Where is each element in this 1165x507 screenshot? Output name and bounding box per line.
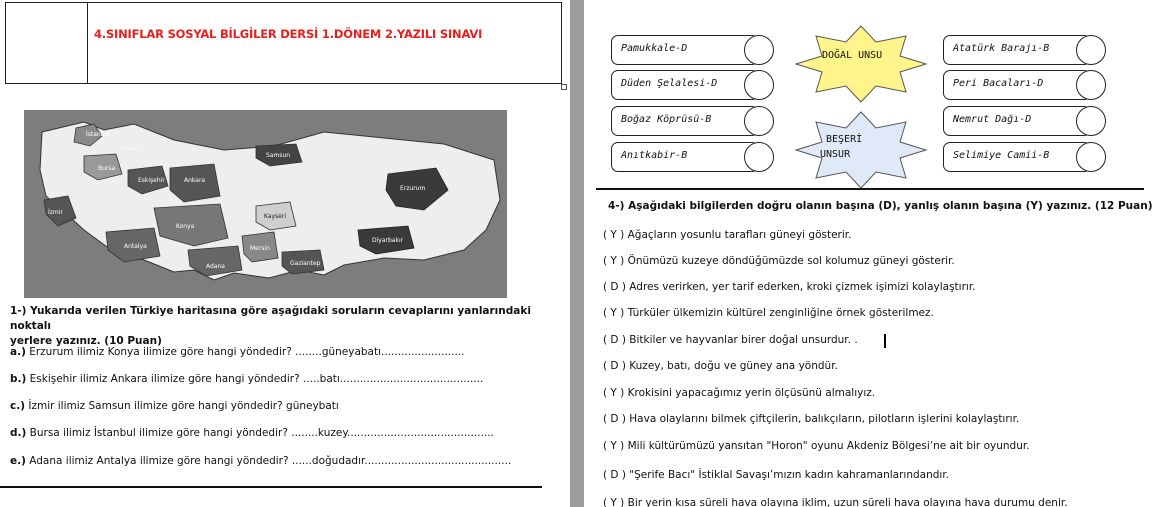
tf-item-5: ( D ) Bitkiler ve hayvanlar birer doğal unsurdur. .	[603, 334, 858, 346]
map-label-istanbul: İstanbul	[86, 131, 111, 138]
question-1a-letter: a.)	[10, 346, 26, 358]
question-1c	[10, 400, 339, 412]
map-label-gaziantep: Gaziantep	[290, 260, 321, 267]
map-label-samsun: Samsun	[266, 152, 291, 159]
match-right-circle-3	[1076, 106, 1106, 136]
match-right-item-3	[943, 106, 1091, 136]
map-label-konya: Konya	[176, 223, 195, 230]
natural-star-label: DOĞAL UNSU	[822, 50, 883, 61]
tf-item-10: ( D ) "Şerife Bacı" İstiklal Savaşı’mızın kadın kahramanlarındandır.	[603, 469, 950, 481]
question-4-heading: 4-) Aşağıdaki bilgilerden doğru olanın başına (D), yanlış olanın başına (Y) yazınız. (12 Puan)	[608, 200, 1153, 212]
match-right-circle-1	[1076, 35, 1106, 65]
exam-title: 4.SINIFLAR SOSYAL BİLGİLER DERSİ 1.DÖNEM 2.YAZILI SINAVI	[94, 27, 483, 41]
map-label-mersin: Adana	[206, 263, 225, 270]
question-1a-text: Erzurum ilimiz Konya ilimize göre hangi yöndedir? ........güneyabatı.........................	[25, 346, 465, 358]
question-1c-letter: c.)	[10, 400, 26, 412]
question-1d	[10, 427, 494, 439]
tf-item-1: ( Y ) Ağaçların yosunlu tarafları güneyi gösterir.	[603, 229, 852, 241]
human-star-shape	[796, 112, 926, 188]
map-label-ankara: Ankara	[184, 177, 206, 184]
tf-item-4: ( Y ) Türküler ülkemizin kültürel zenginliğine örnek gösterilmez.	[603, 307, 934, 319]
natural-element-star	[794, 24, 928, 104]
map-label-diyarbakir: Diyarbakır	[372, 237, 404, 244]
page-gutter	[570, 0, 584, 507]
left-page	[0, 0, 570, 507]
question-1b-letter: b.)	[10, 373, 27, 385]
match-right-item-4-label: Selimiye Camii-B	[953, 150, 1050, 161]
match-right-circle-2	[1076, 70, 1106, 100]
match-left-item-4-label: Anıtkabir-B	[621, 150, 688, 161]
match-left-circle-4	[744, 142, 774, 172]
map-label-izmir: İzmir	[48, 209, 63, 216]
match-left-circle-2	[744, 70, 774, 100]
match-left-item-3-label: Boğaz Köprüsü-B	[621, 114, 712, 125]
header-logo-cell	[6, 3, 88, 83]
map-label-eskisehir: Eskişehir	[138, 177, 165, 184]
table-resize-handle[interactable]	[561, 84, 567, 90]
question-1b	[10, 373, 483, 385]
tf-item-2: ( Y ) Önümüzü kuzeye döndüğümüzde sol kolumuz güneyi gösterir.	[603, 255, 955, 267]
right-page-divider	[596, 188, 1144, 190]
match-right-item-1-label: Atatürk Barajı-B	[953, 43, 1050, 54]
tf-item-9: ( Y ) Mili kültürümüzü yansıtan "Horon" oyunu Akdeniz Bölgesi’ne ait bir oyundur.	[603, 440, 1030, 452]
natural-star-shape	[796, 26, 926, 102]
match-left-item-3	[611, 106, 759, 136]
text-cursor	[884, 334, 886, 348]
match-right-item-3-label: Nemrut Dağı-D	[953, 114, 1032, 125]
map-label-antalya: Antalya	[124, 243, 147, 250]
map-label-kayseri: Kayseri	[264, 213, 287, 220]
human-star-label-line2: UNSUR	[820, 149, 851, 160]
map-label-adana: Mersin	[250, 245, 270, 252]
question-1b-text: Eskişehir ilimiz Ankara ilimize göre hangi yöndedir? .....batı...........................................	[26, 373, 484, 385]
map-label-kocaeli: Kocaeli	[120, 146, 138, 152]
question-1-heading-line2: yerlere yazınız. (10 Puan)	[10, 335, 162, 347]
tf-item-11: ( Y ) Bir yerin kısa süreli hava olayına iklim, uzun süreli hava olayına hava durumu denir.	[603, 497, 1068, 507]
match-left-item-4	[611, 142, 759, 172]
turkey-map-svg	[24, 110, 507, 298]
match-right-item-2	[943, 70, 1091, 100]
human-element-star	[794, 110, 928, 190]
question-1e-text: Adana ilimiz Antalya ilimize göre hangi yöndedir? ......doğudadır............................................	[25, 455, 512, 467]
turkey-map	[24, 110, 507, 298]
tf-item-7: ( Y ) Krokisini yapacağımız yerin ölçüsünü almalıyız.	[603, 387, 876, 399]
header-table	[5, 2, 562, 84]
match-left-item-2	[611, 70, 759, 100]
tf-item-8: ( D ) Hava olaylarını bilmek çiftçilerin, balıkçıların, pilotların işlerini kolaylaştırır.	[603, 413, 1020, 425]
match-left-circle-1	[744, 35, 774, 65]
match-left-item-1-label: Pamukkale-D	[621, 43, 688, 54]
question-1e	[10, 455, 511, 467]
tf-item-3: ( D ) Adres verirken, yer tarif ederken, kroki çizmek işimizi kolaylaştırır.	[603, 281, 976, 293]
question-1-heading	[10, 304, 550, 349]
star-8-icon	[794, 24, 928, 104]
map-label-bursa: Bursa	[98, 165, 116, 172]
match-right-circle-4	[1076, 142, 1106, 172]
human-star-label-line1: BEŞERİ	[826, 134, 863, 145]
question-1e-letter: e.)	[10, 455, 26, 467]
left-page-divider	[0, 486, 542, 488]
map-label-erzurum: Erzurum	[400, 185, 426, 192]
question-1d-text: Bursa ilimiz İstanbul ilimize göre hangi yöndedir? ........kuzey............................................	[26, 427, 494, 439]
tf-item-6: ( D ) Kuzey, batı, doğu ve güney ana yöndür.	[603, 360, 838, 372]
question-1-heading-line1: 1-) Yukarıda verilen Türkiye haritasına göre aşağıdaki soruların cevaplarını yanlarındaki noktalı	[10, 305, 531, 332]
question-1c-text: İzmir ilimiz Samsun ilimize göre hangi yöndedir? güneybatı	[25, 400, 339, 412]
match-right-item-1	[943, 35, 1091, 65]
match-right-item-4	[943, 142, 1091, 172]
match-left-item-1	[611, 35, 759, 65]
question-1a	[10, 346, 464, 358]
match-left-circle-3	[744, 106, 774, 136]
star-8-icon	[794, 110, 928, 190]
match-left-item-2-label: Düden Şelalesi-D	[621, 78, 718, 89]
match-right-item-2-label: Peri Bacaları-D	[953, 78, 1044, 89]
question-1d-letter: d.)	[10, 427, 27, 439]
